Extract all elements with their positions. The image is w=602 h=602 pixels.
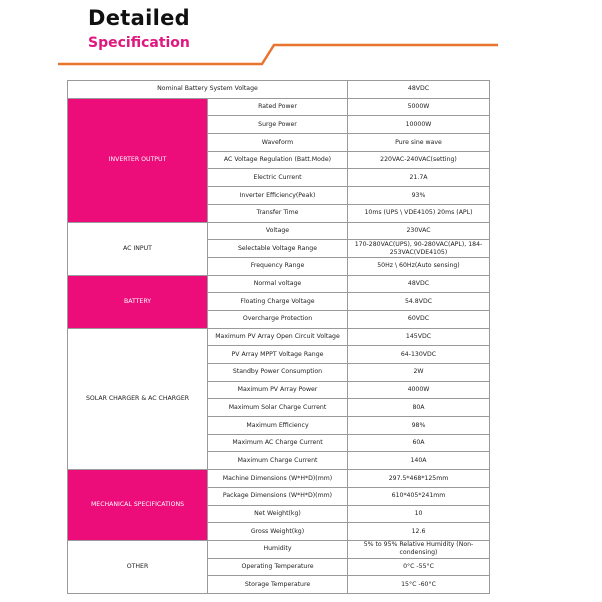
- parameter-cell: Overcharge Protection: [208, 310, 348, 328]
- value-cell: 10ms (UPS \ VDE4105) 20ms (APL): [348, 204, 490, 222]
- parameter-cell: Maximum Efficiency: [208, 417, 348, 435]
- parameter-cell: Gross Weight(kg): [208, 523, 348, 541]
- category-cell: INVERTER OUTPUT: [68, 98, 208, 222]
- value-cell: 10: [348, 505, 490, 523]
- value-cell: 5% to 95% Relative Humidity (Non-condensing): [348, 540, 490, 558]
- value-cell: 21.7A: [348, 169, 490, 187]
- table-row: [68, 540, 490, 558]
- table-row: [68, 328, 490, 346]
- value-cell: 0°C -55°C: [348, 558, 490, 576]
- category-cell: BATTERY: [68, 275, 208, 328]
- parameter-cell: Surge Power: [208, 116, 348, 134]
- value-cell: Pure sine wave: [348, 134, 490, 152]
- page-title: Detailed: [88, 6, 190, 30]
- parameter-cell: Frequency Range: [208, 257, 348, 275]
- value-cell: 80A: [348, 399, 490, 417]
- parameter-cell: Operating Temperature: [208, 558, 348, 576]
- value-cell: 60A: [348, 434, 490, 452]
- table-row: [68, 470, 490, 488]
- parameter-cell: Normal voltage: [208, 275, 348, 293]
- parameter-cell: Maximum Solar Charge Current: [208, 399, 348, 417]
- parameter-cell: AC Voltage Regulation (Batt.Mode): [208, 151, 348, 169]
- value-cell: 50Hz \ 60Hz(Auto sensing): [348, 257, 490, 275]
- value-cell: 60VDC: [348, 310, 490, 328]
- value-cell: 170-280VAC(UPS), 90-280VAC(APL), 184-253VAC(VDE4105): [348, 240, 490, 258]
- parameter-cell: Package Dimensions (W*H*D)(mm): [208, 487, 348, 505]
- category-cell: MECHANICAL SPECIFICATIONS: [68, 470, 208, 541]
- table-header-row: [68, 81, 490, 99]
- value-cell: 64-130VDC: [348, 346, 490, 364]
- table-row: [68, 222, 490, 240]
- category-cell: AC INPUT: [68, 222, 208, 275]
- parameter-cell: Floating Charge Voltage: [208, 293, 348, 311]
- table-row: [68, 275, 490, 293]
- value-cell: 220VAC-240VAC(setting): [348, 151, 490, 169]
- value-cell: 2W: [348, 364, 490, 382]
- parameter-cell: Electric Current: [208, 169, 348, 187]
- parameter-cell: Selectable Voltage Range: [208, 240, 348, 258]
- parameter-cell: Rated Power: [208, 98, 348, 116]
- parameter-cell: Maximum PV Array Power: [208, 381, 348, 399]
- parameter-cell: Maximum AC Charge Current: [208, 434, 348, 452]
- value-cell: 610*405*241mm: [348, 487, 490, 505]
- parameter-cell: Transfer Time: [208, 204, 348, 222]
- parameter-cell: PV Array MPPT Voltage Range: [208, 346, 348, 364]
- value-cell: 140A: [348, 452, 490, 470]
- parameter-cell: Humidity: [208, 540, 348, 558]
- value-cell: 10000W: [348, 116, 490, 134]
- value-cell: 230VAC: [348, 222, 490, 240]
- value-cell: 297.5*468*125mm: [348, 470, 490, 488]
- value-cell: 4000W: [348, 381, 490, 399]
- parameter-cell: Machine Dimensions (W*H*D)(mm): [208, 470, 348, 488]
- parameter-cell: Waveform: [208, 134, 348, 152]
- specification-table: [67, 80, 490, 594]
- parameter-cell: Storage Temperature: [208, 576, 348, 594]
- header-label: Nominal Battery System Voltage: [68, 81, 348, 99]
- value-cell: 93%: [348, 187, 490, 205]
- header-value: 48VDC: [348, 81, 490, 99]
- value-cell: 98%: [348, 417, 490, 435]
- parameter-cell: Standby Power Consumption: [208, 364, 348, 382]
- value-cell: 54.8VDC: [348, 293, 490, 311]
- value-cell: 145VDC: [348, 328, 490, 346]
- parameter-cell: Maximum PV Array Open Circuit Voltage: [208, 328, 348, 346]
- value-cell: 48VDC: [348, 275, 490, 293]
- value-cell: 15°C -60°C: [348, 576, 490, 594]
- category-cell: SOLAR CHARGER & AC CHARGER: [68, 328, 208, 470]
- parameter-cell: Net Weight(kg): [208, 505, 348, 523]
- parameter-cell: Voltage: [208, 222, 348, 240]
- category-cell: OTHER: [68, 540, 208, 593]
- value-cell: 12.6: [348, 523, 490, 541]
- value-cell: 5000W: [348, 98, 490, 116]
- parameter-cell: Inverter Efficiency(Peak): [208, 187, 348, 205]
- table-row: [68, 98, 490, 116]
- parameter-cell: Maximum Charge Current: [208, 452, 348, 470]
- page-subtitle: Specification: [88, 35, 190, 51]
